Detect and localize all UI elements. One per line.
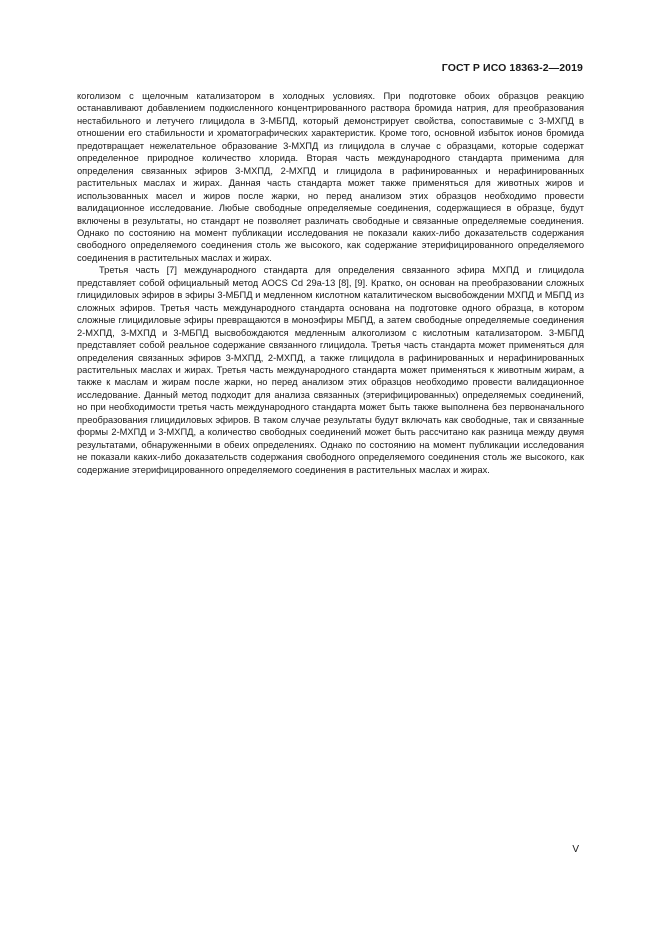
document-header [442, 62, 583, 74]
document-body [77, 90, 584, 476]
paragraph-part-three: Третья часть [7] международного стандарта для определения связанного эфира МХПД и глицидола представляет собой официальный метод AOCS Cd 29a-13 [8], [9]. Кратко, он основан на преобразовании сложных глицидиловых эфиров в эфиры 3-МБПД и медленном кислотном каталитическом высвобождении МХПД и МБПД из сложных эфиров. Третья часть международного стандарта основана на подготовке одного образца, в котором сложные глицидиловые эфиры превращаются в моноэфиры МБПД, а затем свободные определяемые соединения 2-МХПД, 3-МХПД и 3-МБПД высвобождаются медленным алкоголизом с кислотным катализатором. 3-МБПД представляет собой реальное содержание связанного глицидола. Третья часть стандарта может применяться для определения связанных эфиров 3-МХПД, 2-МХПД, а также глицидола в рафинированных и нерафинированных растительных маслах и жирах. Третья часть международного стандарта может применяться к животным жирам, а также к маслам и жирам после жарки, но перед анализом этих образцов необходимо провести валидационное исследование. Данный метод подходит для анализа связанных (этерифицированных) определяемых соединений, но при необходимости третья часть международного стандарта может быть также выполнена без первоначального преобразования глицидиловых эфиров. В таком случае результаты будут включать как свободные, так и связанные формы 2-МХПД и 3-МХПД, а количество свободных соединений может быть рассчитано как разница между двумя результатами, обнаруженными в обеих определениях. Однако по состоянию на момент публикации исследования не показали каких-либо доказательств содержания свободного определяемого соединения столь же высокого, как содержание этерифицированного определяемого соединения в растительных маслах и жирах. [77, 265, 584, 475]
page-number: V [572, 844, 579, 855]
paragraph-continuation: коголизом с щелочным катализатором в холодных условиях. При подготовке обоих образцов реакцию останавливают добавлением подкисленного концентрированного раствора бромида натрия, для преобразования нестабильного и летучего глицидола в 3-МБПД, который демонстрирует свойства, сопоставимые с 3-МХПД в отношении его стабильности и хроматографических характеристик. Кроме того, основной избыток ионов бромида предотвращает нежелательное образование 3-МХПД из глицидола в случае с образцами, которые содержат определенное природное количество хлорида. Вторая часть международного стандарта применима для определения связанных эфиров 3-МХПД, 2-МХПД и глицидола в рафинированных и нерафинированных растительных маслах и жирах. Данная часть стандарта может также применяться для животных жиров и использованных масел и жиров после жарки, но перед анализом этих образцов необходимо провести валидационное исследование. Любые свободные определяемые соединения, содержащиеся в образце, будут включены в результаты, но стандарт не позволяет различать свободные и связанные определяемые соединения. Однако по состоянию на момент публикации исследования не показали каких-либо доказательств содержания свободного определяемого соединения столь же высокого, как содержание этерифицированного определяемого соединения в растительных маслах и жирах. [77, 91, 584, 263]
standard-id: ГОСТ Р ИСО 18363-2—2019 [441, 62, 583, 74]
